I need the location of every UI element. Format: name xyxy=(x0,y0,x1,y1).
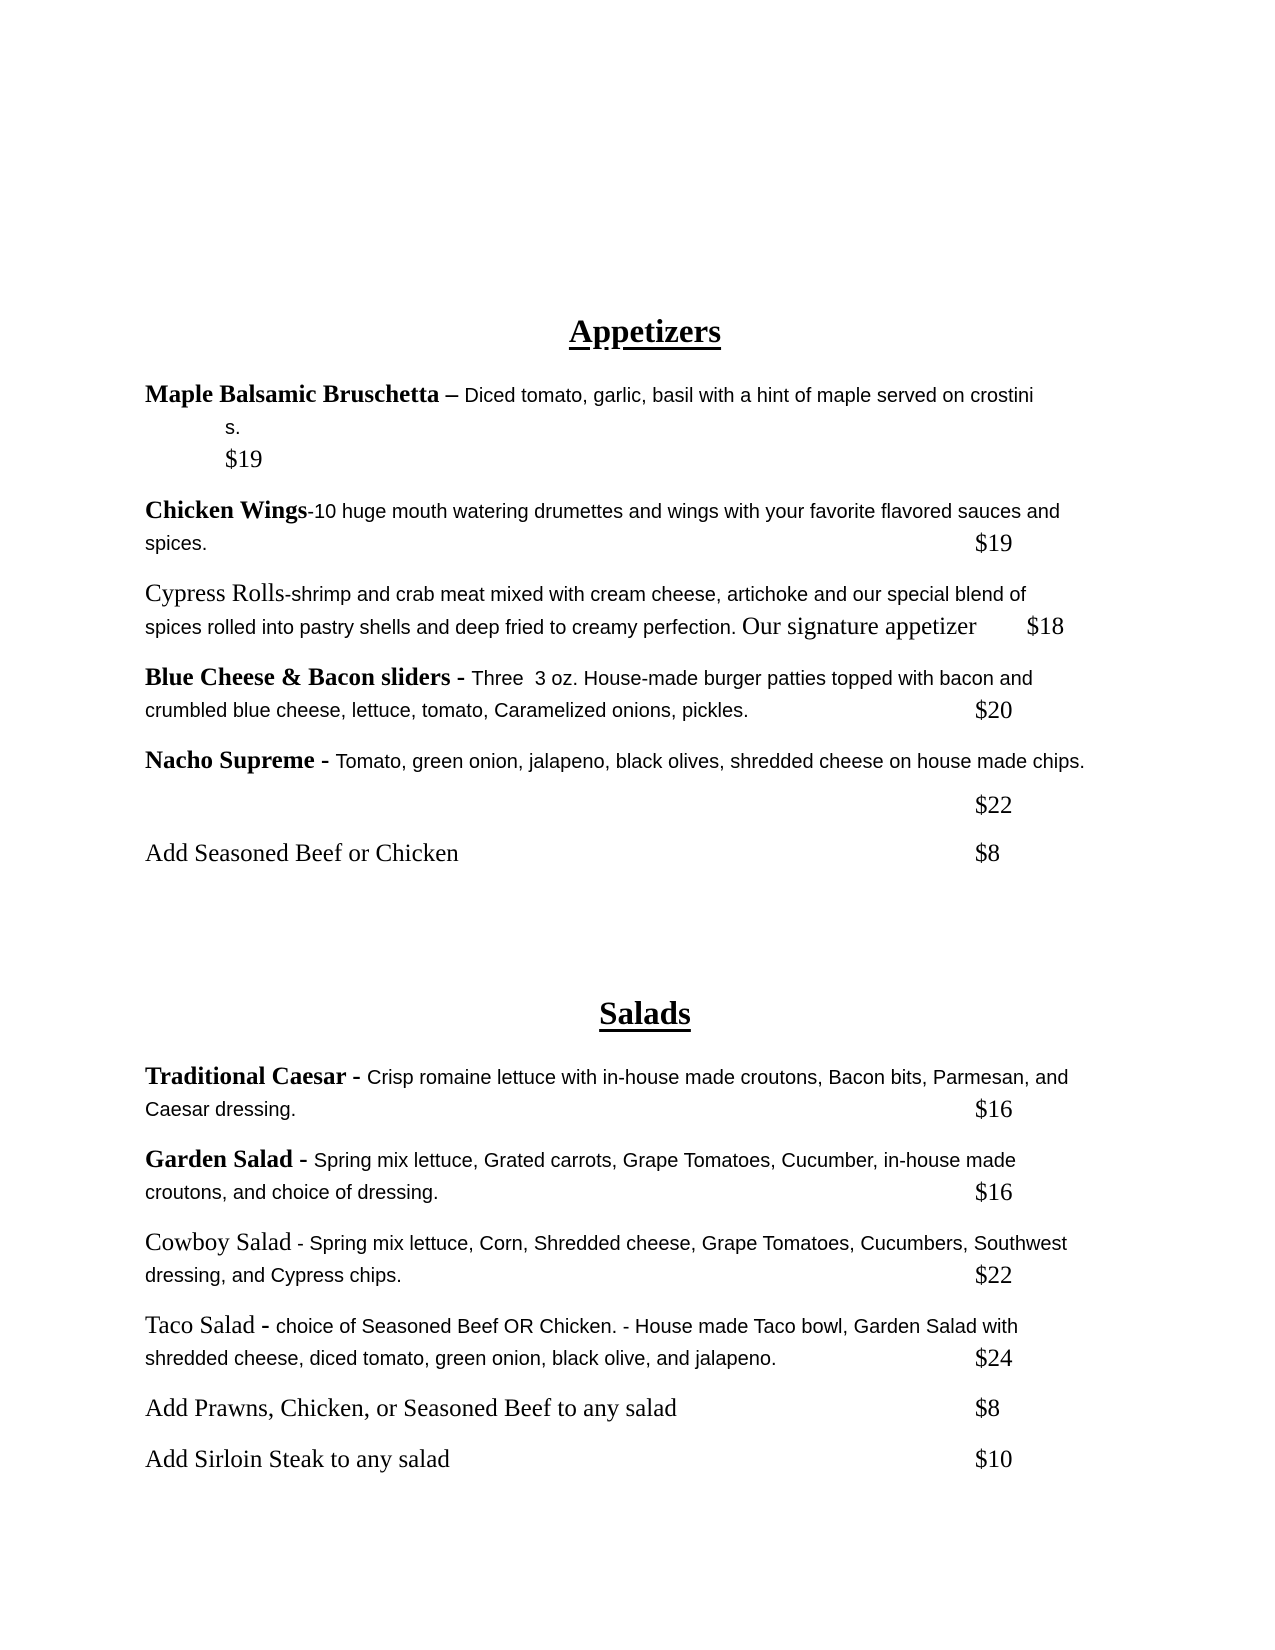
section-title-salads: Salads xyxy=(599,996,691,1032)
item-price: $24 xyxy=(975,1345,1013,1372)
item-line xyxy=(145,579,1145,612)
menu-content xyxy=(145,0,1145,1496)
item-price: $16 xyxy=(975,1096,1013,1123)
item-description-line2: s. xyxy=(225,417,241,439)
item-line xyxy=(145,1311,1145,1344)
item-tagline: Our signature appetizer xyxy=(741,613,977,640)
item-name: Traditional Caesar xyxy=(145,1063,347,1090)
item-price: $8 xyxy=(975,840,1000,867)
item-description-line1: 10 huge mouth watering drumettes and wings with your favorite flavored sauces and xyxy=(314,501,1060,523)
item-separator: - xyxy=(284,584,292,606)
item-price: $19 xyxy=(975,530,1013,557)
item-name: Garden Salad xyxy=(145,1146,293,1173)
item-description-line1: Three 3 oz. House-made burger patties topped with bacon and xyxy=(471,668,1033,690)
item-name: Chicken Wings xyxy=(145,497,308,524)
item-description-line1: Crisp romaine lettuce with in-house made croutons, Bacon bits, Parmesan, and xyxy=(367,1067,1069,1089)
item-name: Cypress Rolls xyxy=(145,580,285,607)
item-price: $20 xyxy=(975,697,1013,724)
item-price: $19 xyxy=(225,446,263,473)
item-description-line2: shredded cheese, diced tomato, green onion, black olive, and jalapeno. xyxy=(145,1348,777,1370)
item-separator: – xyxy=(439,381,465,408)
item-name: Cowboy Salad xyxy=(145,1229,292,1256)
item-line xyxy=(145,380,1145,413)
item-price: $22 xyxy=(975,792,1013,819)
item-description-line1: shrimp and crab meat mixed with cream cheese, artichoke and our special blend of xyxy=(291,584,1027,606)
item-description-line1: Diced tomato, garlic, basil with a hint of maple served on crostini xyxy=(464,385,1034,407)
item-name: Add Seasoned Beef or Chicken xyxy=(145,840,459,867)
item-description-line2: dressing, and Cypress chips. xyxy=(145,1265,402,1287)
menu-item-add-prawns-chicken-seasoned-beef xyxy=(145,1394,1145,1427)
item-name: Add Sirloin Steak to any salad xyxy=(145,1446,450,1473)
item-line xyxy=(145,1228,1145,1261)
item-line xyxy=(145,1178,1145,1210)
menu-item-chicken-wings xyxy=(145,496,1145,561)
menu-item-maple-balsamic-bruschetta xyxy=(145,380,1145,478)
item-line xyxy=(145,1145,1145,1178)
menu-item-traditional-caesar xyxy=(145,1062,1145,1127)
item-description-line2: croutons, and choice of dressing. xyxy=(145,1182,439,1204)
item-description-line1: choice of Seasoned Beef OR Chicken. - House made Taco bowl, Garden Salad with xyxy=(275,1316,1019,1338)
section-title-appetizers: Appetizers xyxy=(568,314,722,350)
item-line xyxy=(145,496,1145,529)
item-description-line1: Spring mix lettuce, Grated carrots, Grape Tomatoes, Cucumber, in-house made xyxy=(313,1150,1016,1172)
menu-item-taco-salad xyxy=(145,1311,1145,1376)
item-description-line1: Tomato, green onion, jalapeno, black olives, shredded cheese on house made chips. xyxy=(335,751,1085,773)
item-line xyxy=(145,612,1145,645)
item-price: $16 xyxy=(975,1179,1013,1206)
item-separator: - xyxy=(307,501,315,523)
menu-item-add-sirloin-steak xyxy=(145,1445,1145,1478)
item-line xyxy=(145,791,1145,821)
item-name: Blue Cheese & Bacon sliders xyxy=(145,664,451,691)
menu-item-cypress-rolls xyxy=(145,579,1145,645)
item-price: $8 xyxy=(975,1395,1000,1422)
menu-item-add-seasoned-beef-or-chicken xyxy=(145,839,1145,872)
item-separator: - xyxy=(255,1312,276,1339)
item-price: $10 xyxy=(975,1446,1013,1473)
item-line xyxy=(145,529,1145,561)
item-line xyxy=(145,445,1145,478)
item-name: Maple Balsamic Bruschetta xyxy=(145,381,440,408)
item-price: $22 xyxy=(975,1262,1013,1289)
item-separator: - xyxy=(291,1233,310,1255)
item-separator: - xyxy=(450,664,472,691)
item-line xyxy=(145,1344,1145,1376)
menu-item-nacho-supreme xyxy=(145,746,1145,821)
item-separator: - xyxy=(314,747,336,774)
item-description-line2: spices. xyxy=(145,533,208,555)
item-price: $18 xyxy=(1026,613,1065,640)
item-separator: - xyxy=(346,1063,367,1090)
item-description-line1: Spring mix lettuce, Corn, Shredded cheese, Grape Tomatoes, Cucumbers, Southwest xyxy=(309,1233,1068,1255)
item-description-line2: spices rolled into pastry shells and deep fried to creamy perfection. xyxy=(145,617,742,639)
item-line xyxy=(145,1095,1145,1127)
item-line xyxy=(145,663,1145,696)
item-line xyxy=(145,1394,1145,1427)
item-description-line2: Caesar dressing. xyxy=(145,1099,297,1121)
item-line xyxy=(145,413,1145,445)
menu-item-cowboy-salad xyxy=(145,1228,1145,1293)
item-name: Add Prawns, Chicken, or Seasoned Beef to any salad xyxy=(145,1395,677,1422)
item-line xyxy=(145,839,1145,872)
item-line xyxy=(145,1062,1145,1095)
item-separator: - xyxy=(292,1146,314,1173)
item-name: Nacho Supreme xyxy=(145,747,315,774)
item-line xyxy=(145,1445,1145,1478)
menu-item-blue-cheese-bacon-sliders xyxy=(145,663,1145,728)
item-line xyxy=(145,696,1145,728)
item-name: Taco Salad xyxy=(145,1312,256,1339)
item-line xyxy=(145,1261,1145,1293)
item-description-line2: crumbled blue cheese, lettuce, tomato, Caramelized onions, pickles. xyxy=(145,700,749,722)
menu-item-garden-salad xyxy=(145,1145,1145,1210)
item-line xyxy=(145,746,1145,779)
